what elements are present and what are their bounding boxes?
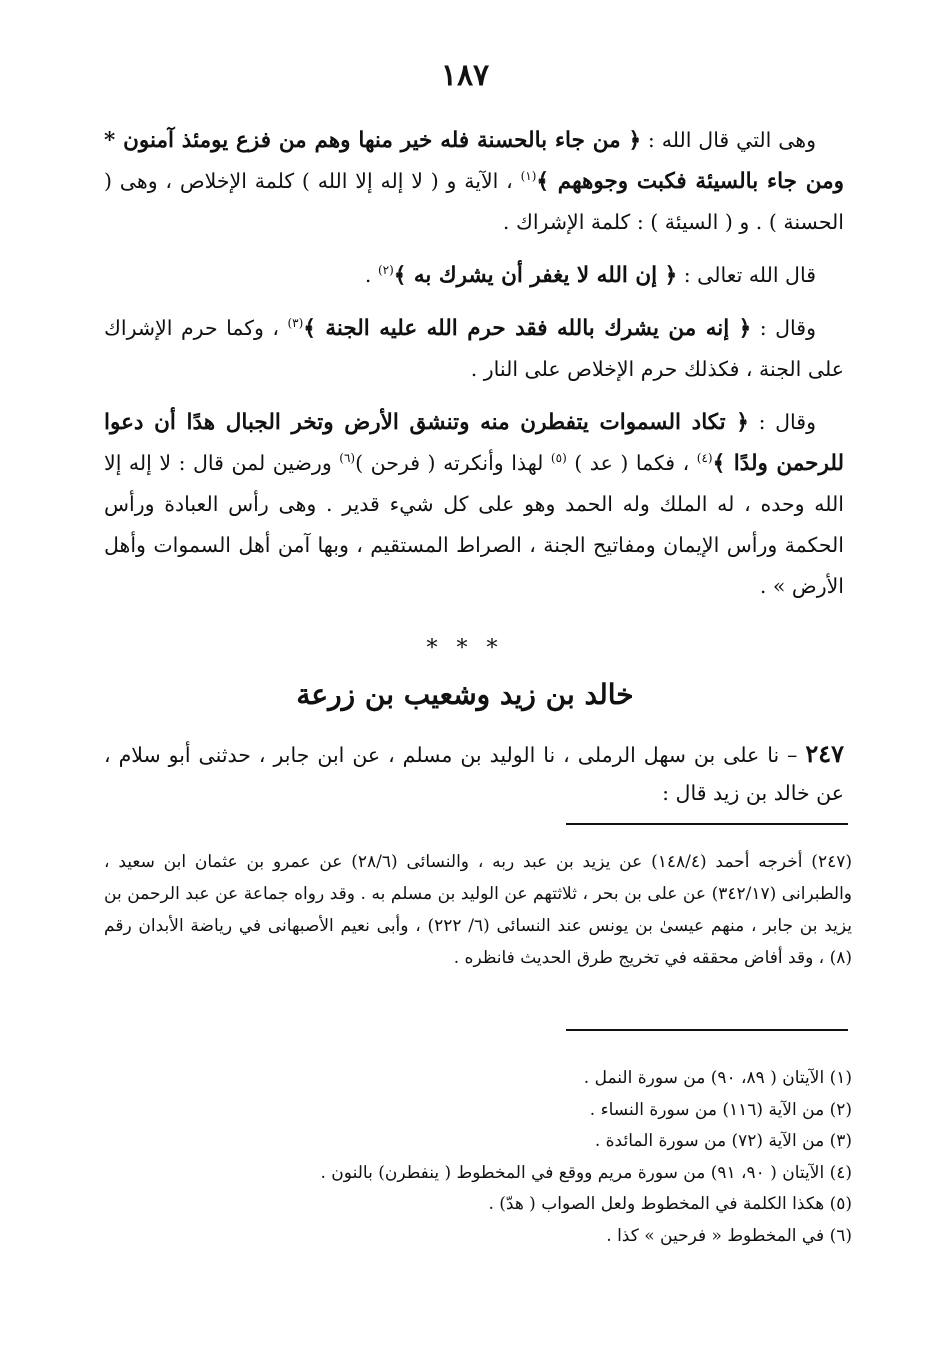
paragraph-4-part-c: لهذا وأنكرته ( فرحن ) [355,451,551,475]
footnote-6: (٦) في المخطوط « فرحين » كذا . [606,1225,852,1246]
paragraph-4-part-b: ، فكما ( عد ) [566,451,697,475]
footnote-2: (٢) من الآية (١١٦) من سورة النساء . [589,1099,852,1120]
footnote-5: (٥) هكذا الكلمة في المخطوط ولعل الصواب ( هدّ) . [488,1194,852,1214]
quran-verse-2: ﴿ إن الله لا يغفر أن يشرك به ﴾ [393,263,678,288]
paragraph-2 [104,255,844,296]
footnote-1: (١) الآيتان ( ٨٩، ٩٠) من سورة النمل . [583,1068,852,1088]
paragraph-1-rest: ، الآية و ( لا إله إلا الله ) كلمة الإخلاص ، وهى ( الحسنة ) . و ( السيئة ) : كلمة الإشراك . [104,169,844,234]
footnote-ref-3: (٣) [287,316,304,331]
section-title: خالد بن زيد وشعيب بن زرعة [296,678,634,711]
main-text [104,120,844,607]
paragraph-3-rest: ، وكما حرم الإشراك على الجنة ، فكذلك حرم الإخلاص على النار . [104,316,844,381]
paragraph-4-part-d: ورضين لمن قال : لا إله إلا الله وحده ، له الملك وله الحمد وهو على كل شيء قدير . وهى رأس العبادة ورأس الحكمة ورأس الإيمان ومفاتيح الجنة ، الصراط المستقيم ، وبها آمن أهل السموات وأهل الأرض » . [104,451,844,598]
page-number: ١٨٧ [440,58,490,93]
hadith-dash: – [779,743,806,767]
footnote-ref-2: (٢) [377,263,394,278]
footnote-3: (٣) من الآية (٧٢) من سورة المائدة . [594,1131,852,1151]
quran-verse-1: ﴿ من جاء بالحسنة فله خير منها وهم من فزع يومئذ آمنون * ومن جاء بالسيئة فكبت وجوههم ﴾ [104,128,844,194]
separator-rule-top [566,823,848,825]
paragraph-1 [104,120,844,243]
hadith-body: نا على بن سهل الرملى ، نا الوليد بن مسلم ، عن ابن جابر ، حدثنى أبو سلام ، عن خالد بن زيد قال : [104,743,844,805]
paragraph-2-rest: . [364,263,378,287]
paragraph-1-intro: وهى التي قال الله : [641,128,816,152]
hadith-text [104,735,844,812]
footnote-4: (٤) الآيتان ( ٩٠، ٩١) من سورة مريم ووقع في المخطوط ( ينفطرن) بالنون . [320,1162,852,1183]
paragraph-4-intro: وقال : [748,410,816,434]
quran-verse-4: ﴿ تكاد السموات يتفطرن منه وتنشق الأرض وتخر الجبال هدًا أن دعوا للرحمن ولدًا ﴾ [104,410,844,476]
paragraph-2-intro: قال الله تعالى : [677,263,816,287]
paragraph-4 [104,402,844,607]
paragraph-3-intro: وقال : [751,316,816,340]
quran-verse-3: ﴿ إنه من يشرك بالله فقد حرم الله عليه الجنة ﴾ [303,316,752,341]
footnote-ref-5: (٥) [550,451,567,466]
separator-rule-bottom [566,1029,848,1031]
section-separator: * * * [426,636,504,661]
takhrij-note: (٢٤٧) أخرجه أحمد (١٤٨/٤) عن يزيد بن عبد ربه ، والنسائى (٢٨/٦) عن عمرو بن عثمان ابن سعيد ، والطبرانى (٣٤٢/١٧) عن على بن بحر ، ثلاثتهم عن الوليد بن مسلم به . وقد رواه جماعة عن عبد الرحمن بن يزيد بن جابر ، منهم عيسىٰ بن يونس عند النسائى (٦/ ٢٢٢) ، وأبى نعيم الأصبهانى في رياضة الأبدان رقم (٨) ، وقد أفاض محققه في تخريج طرق الحديث فانظره . [104,852,852,968]
paragraph-3 [104,308,844,390]
footnote-ref-4: (٤) [696,451,713,466]
hadith-number: ٢٤٧ [805,739,844,768]
footnote-ref-6: (٦) [339,451,356,466]
footnotes [104,1063,852,1252]
footnote-ref-1: (١) [520,169,537,184]
